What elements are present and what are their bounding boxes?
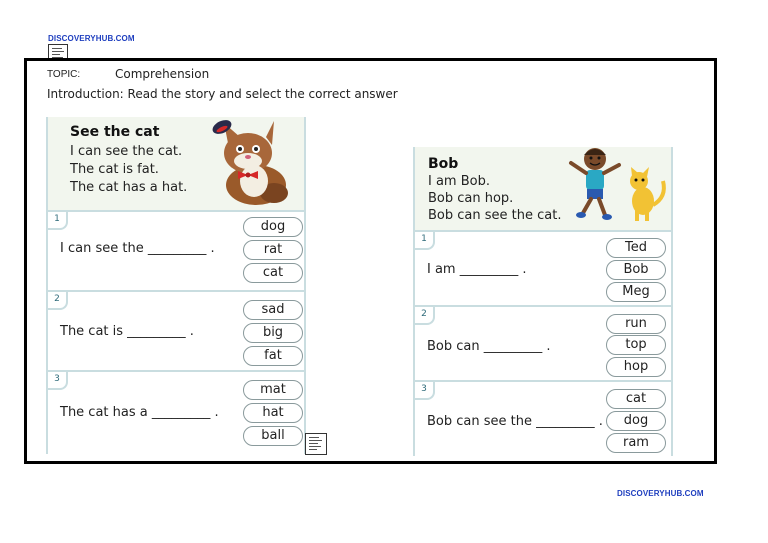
question-text: The cat is _________ . xyxy=(60,324,194,339)
option-button[interactable]: ball xyxy=(243,426,303,446)
option-button[interactable]: sad xyxy=(243,300,303,320)
option-button[interactable]: Bob xyxy=(606,260,666,280)
option-button[interactable]: dog xyxy=(606,411,666,431)
option-button[interactable]: hop xyxy=(606,357,666,377)
question-number: 2 xyxy=(48,292,68,310)
right-story-panel xyxy=(413,147,673,456)
question-number: 1 xyxy=(415,232,435,250)
question-text: I am _________ . xyxy=(427,262,527,277)
cat-with-hat-illustration xyxy=(208,115,296,207)
option-button[interactable]: mat xyxy=(243,380,303,400)
left-question-3 xyxy=(48,370,304,454)
left-story-panel xyxy=(46,117,306,454)
introduction-text: Introduction: Read the story and select the correct answer xyxy=(47,87,398,101)
question-number: 1 xyxy=(48,212,68,230)
option-button[interactable]: top xyxy=(606,335,666,355)
right-question-1 xyxy=(415,230,671,307)
right-question-3 xyxy=(415,380,671,458)
right-question-2 xyxy=(415,305,671,382)
right-story-line: Bob can hop. xyxy=(428,191,514,206)
question-text: Bob can _________ . xyxy=(427,339,551,354)
question-text: Bob can see the _________ . xyxy=(427,414,603,429)
brand-bottom[interactable]: DISCOVERYHUB.COM xyxy=(617,489,704,498)
left-story-line: The cat has a hat. xyxy=(70,180,188,195)
question-number: 3 xyxy=(48,372,68,390)
option-button[interactable]: run xyxy=(606,314,666,334)
left-question-2 xyxy=(48,290,304,372)
option-button[interactable]: Ted xyxy=(606,238,666,258)
left-story-line: I can see the cat. xyxy=(70,144,183,159)
option-button[interactable]: rat xyxy=(243,240,303,260)
topic-value: Comprehension xyxy=(115,67,210,81)
option-button[interactable]: ram xyxy=(606,433,666,453)
option-button[interactable]: dog xyxy=(243,217,303,237)
left-story-title: See the cat xyxy=(70,124,160,140)
option-button[interactable]: hat xyxy=(243,403,303,423)
option-button[interactable]: cat xyxy=(243,263,303,283)
option-button[interactable]: big xyxy=(243,323,303,343)
question-text: I can see the _________ . xyxy=(60,241,215,256)
right-story-line: Bob can see the cat. xyxy=(428,208,562,223)
option-button[interactable]: Meg xyxy=(606,282,666,302)
boy-and-cat-illustration xyxy=(563,143,671,225)
question-number: 3 xyxy=(415,382,435,400)
document-thumbnail-icon xyxy=(305,433,327,455)
question-text: The cat has a _________ . xyxy=(60,405,219,420)
left-question-1 xyxy=(48,210,304,292)
question-number: 2 xyxy=(415,307,435,325)
option-button[interactable]: cat xyxy=(606,389,666,409)
topic-label: TOPIC: xyxy=(47,69,81,80)
right-story-line: I am Bob. xyxy=(428,174,490,189)
right-story-title: Bob xyxy=(428,156,459,172)
option-button[interactable]: fat xyxy=(243,346,303,366)
left-story-line: The cat is fat. xyxy=(70,162,159,177)
brand-top[interactable]: DISCOVERYHUB.COM xyxy=(48,34,135,43)
